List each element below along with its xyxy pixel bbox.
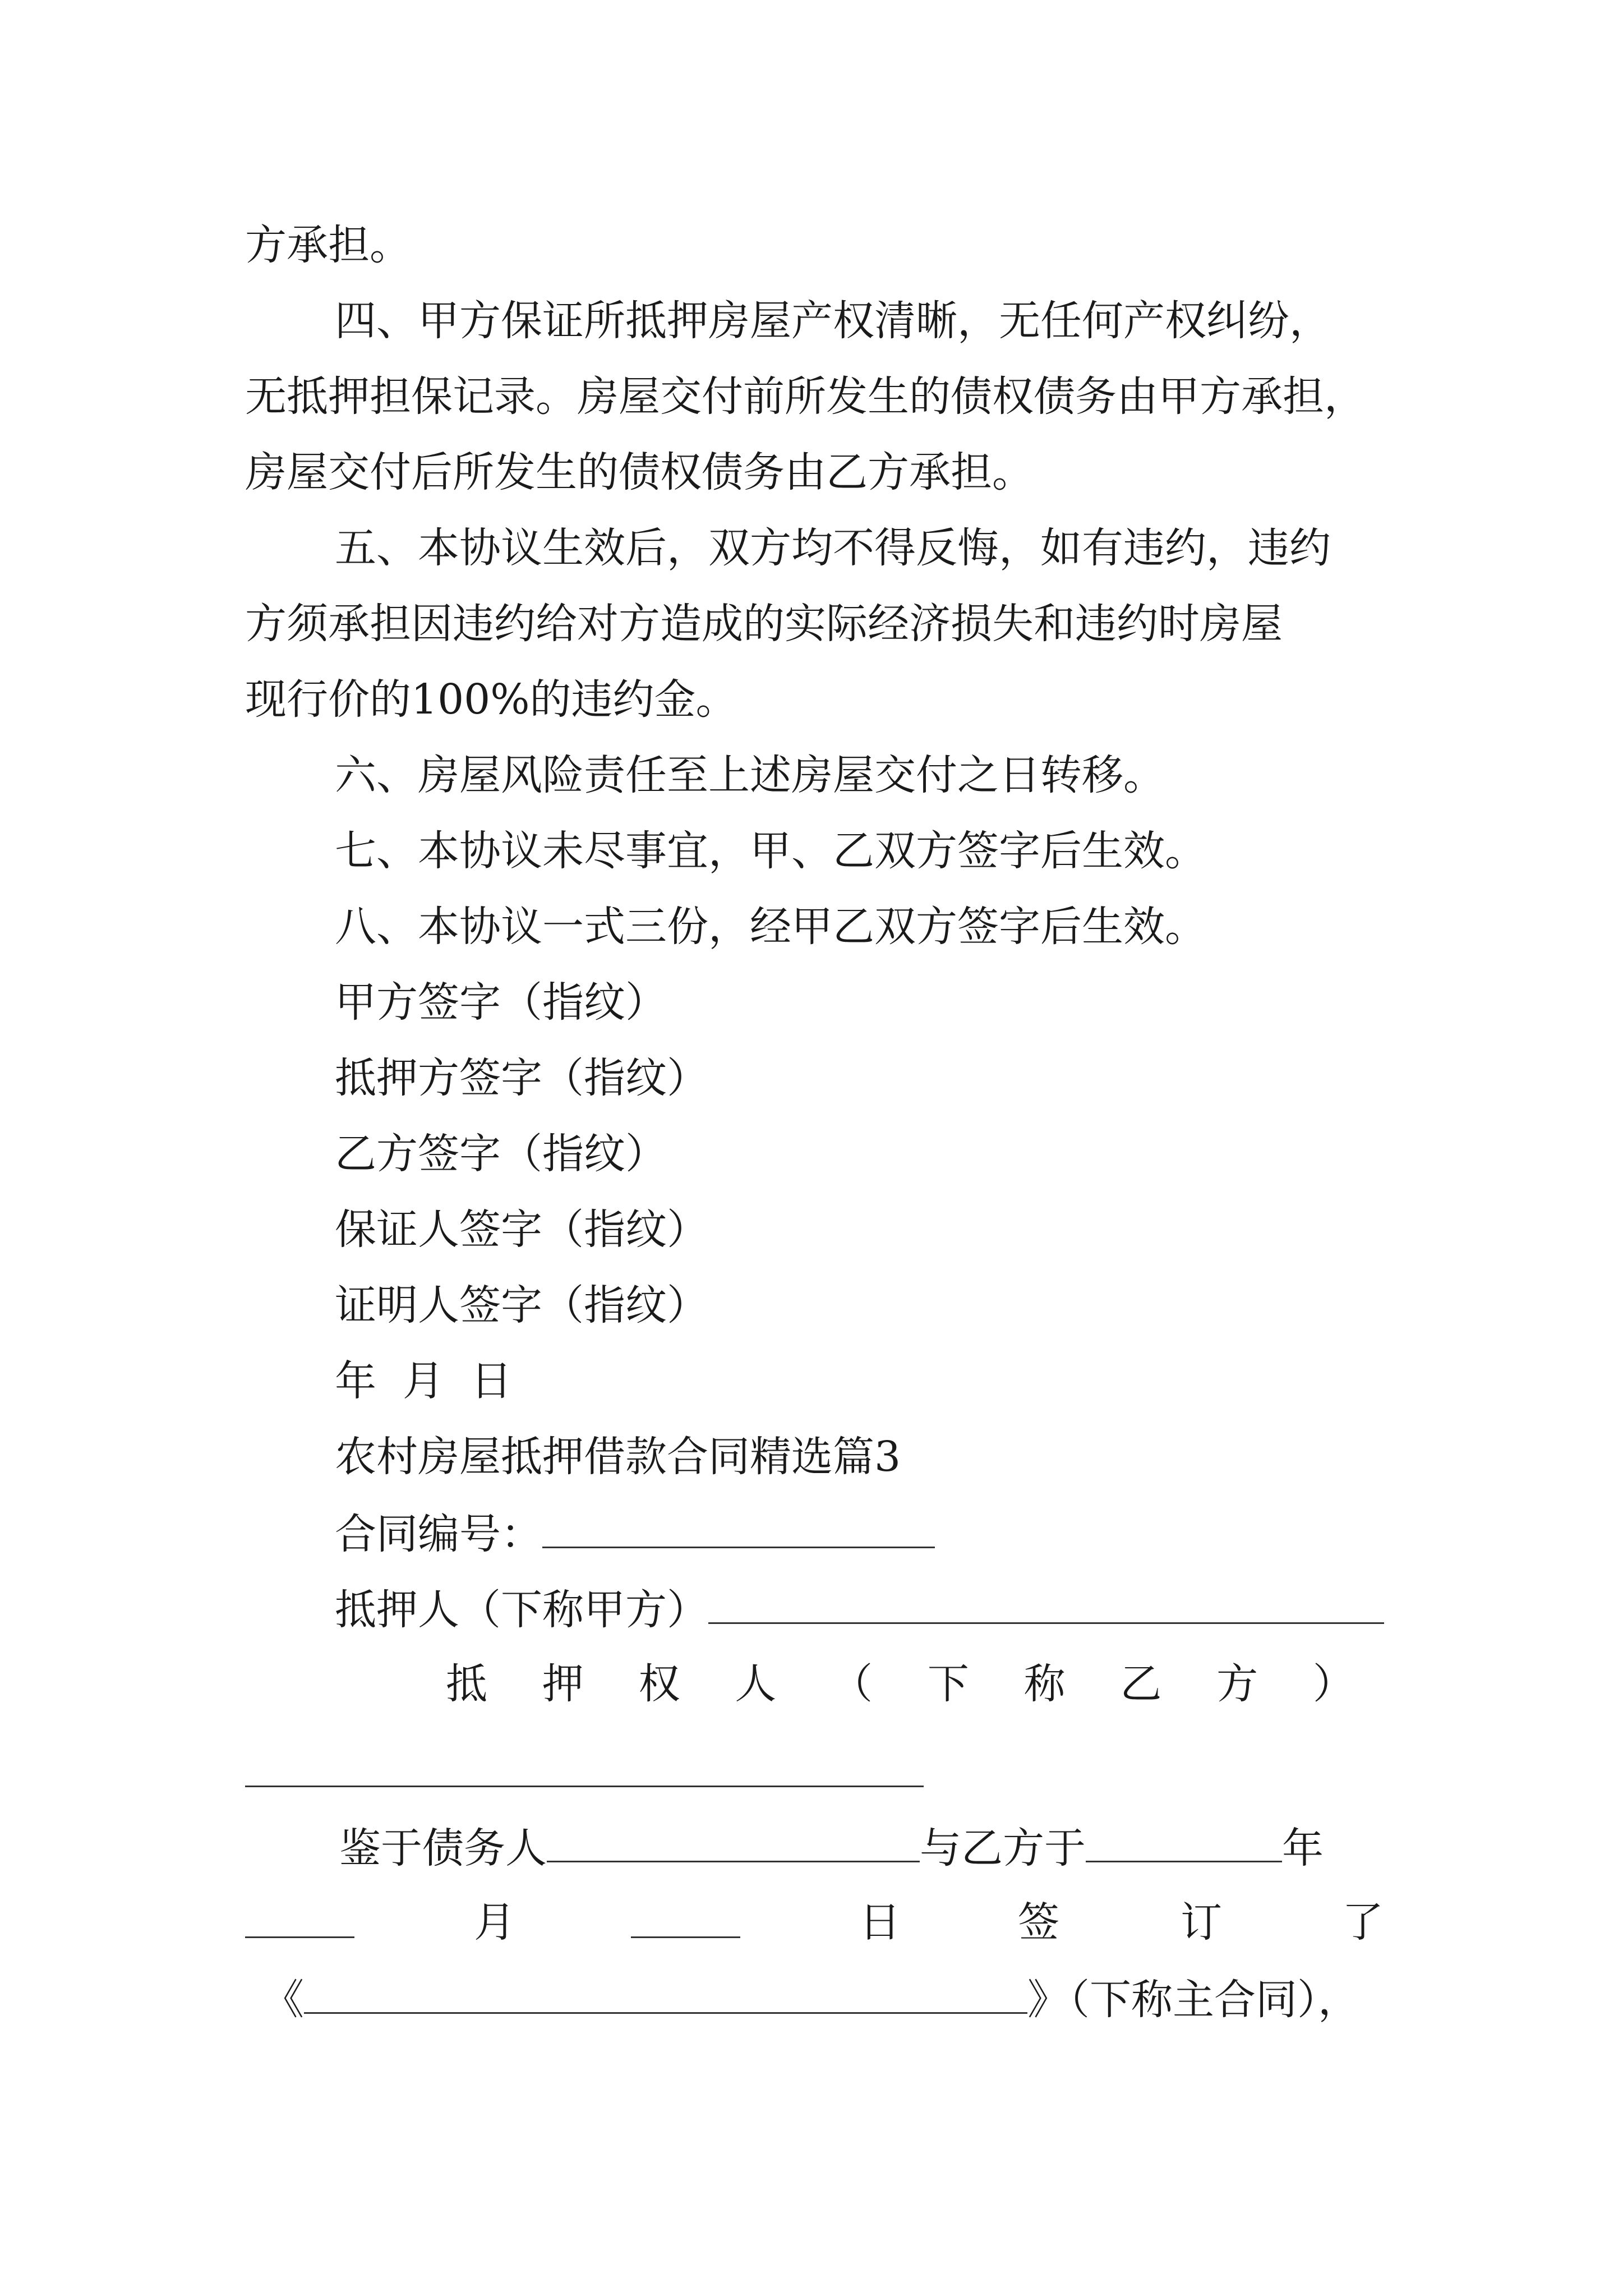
mortgagee-char: （ [831,1660,873,1708]
contract-number-label: 合同编号： [335,1510,542,1558]
main-contract-blank [304,1977,1027,2014]
day-label: 日 [859,1898,901,1947]
debtor-blank [547,1826,920,1862]
clause-8: 八、本协议一式三份，经甲乙双方签字后生效。 [335,903,1206,951]
mortgagee-char: 方 [1216,1660,1258,1708]
year-label: 年 [1282,1824,1324,1872]
mortgagee-char: 下 [927,1660,969,1708]
year-blank [1086,1826,1282,1862]
debtor-row [339,1824,1324,1872]
section-title: 农村房屋抵押借款合同精选篇3 [335,1433,901,1481]
signature-party-b: 乙方签字（指纹） [335,1130,667,1178]
contract-number-blank [542,1512,935,1548]
mortgagee-char: 人 [735,1660,777,1708]
mortgagee-label-spread [446,1660,1354,1708]
mortgagee-char: 押 [542,1660,584,1708]
book-title-open: 《 [262,1976,304,2024]
main-contract-row [262,1976,1359,2024]
mortgagee-char: 称 [1023,1660,1066,1708]
clause-4-line-2: 无抵押担保记录。房屋交付前所发生的债权债务由甲方承担， [245,372,1366,421]
mortgagor-blank [708,1588,1384,1624]
signature-witness: 证明人签字（指纹） [335,1281,708,1329]
mortgagee-char: 乙 [1120,1660,1162,1708]
month-label: 月 [474,1898,515,1947]
mortgagee-blank [245,1786,924,1787]
mortgagor-row [335,1586,1384,1634]
mortgagee-char: 抵 [446,1660,487,1708]
clause-6: 六、房屋风险责任至上述房屋交付之日转移。 [335,751,1165,799]
signature-guarantor: 保证人签字（指纹） [335,1205,708,1254]
mortgagee-char: ） [1312,1660,1354,1708]
clause-4-line-3: 房屋交付后所发生的债权债务由乙方承担。 [245,448,1034,496]
contract-number-row [335,1510,935,1558]
debtor-mid: 与乙方于 [920,1824,1086,1872]
signature-mortgagor: 抵押方签字（指纹） [335,1054,708,1102]
paragraph-continuation: 方承担。 [245,221,411,269]
signature-party-a: 甲方签字（指纹） [335,978,667,1027]
mortgagee-char: 权 [638,1660,680,1708]
clause-5-line-3: 现行价的100%的违约金。 [245,675,737,724]
sign-char: 签 [1018,1898,1059,1947]
mortgagor-label: 抵押人（下称甲方） [335,1586,708,1634]
debtor-prefix: 鉴于债务人 [339,1824,547,1872]
clause-7: 七、本协议未尽事宜，甲、乙双方签字后生效。 [335,827,1206,875]
clause-5-line-1: 五、本协议生效后，双方均不得反悔，如有违约，违约 [335,524,1331,572]
clause-4-line-1: 四、甲方保证所抵押房屋产权清晰，无任何产权纠纷， [335,297,1331,345]
month-blank [245,1936,354,1938]
sign-char: 订 [1181,1898,1222,1947]
book-title-close: 》（下称主合同）， [1027,1976,1359,2024]
signature-date: 年 月 日 [335,1357,513,1405]
day-blank [631,1936,740,1938]
clause-5-line-2: 方须承担因违约给对方造成的实际经济损失和违约时房屋 [245,600,1283,648]
sign-char: 了 [1342,1898,1384,1947]
